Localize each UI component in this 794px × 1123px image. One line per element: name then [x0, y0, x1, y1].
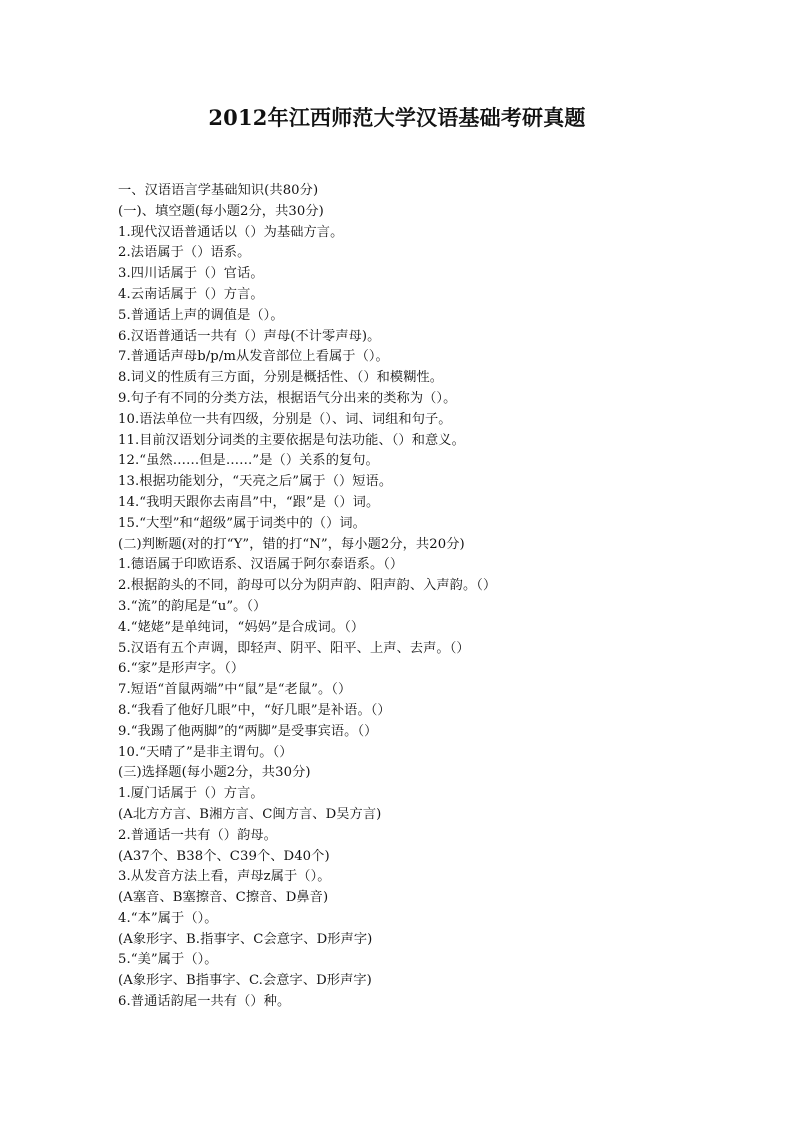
exam-line: 2.普通话一共有（）韵母。 [118, 827, 277, 843]
exam-line: 2.根据韵头的不同，韵母可以分为阴声韵、阳声韵、入声韵。（） [118, 578, 497, 594]
exam-line: 12.“虽然……但是……”是（）关系的复句。 [118, 453, 379, 469]
exam-line: 7.短语“首鼠两端”中“鼠”是“老鼠”。（） [118, 682, 352, 698]
exam-line: 2.法语属于（）语系。 [118, 245, 251, 261]
exam-line: (一)、填空题(每小题2分，共30分) [118, 203, 324, 219]
exam-line: 9.“我踢了他两脚”的“两脚”是受事宾语。（） [118, 723, 378, 739]
exam-line: 1.现代汉语普通话以（）为基础方言。 [118, 224, 344, 240]
exam-line: 5.普通话上声的调值是（）。 [118, 307, 284, 323]
exam-line: 10.语法单位一共有四级，分别是（）、词、词组和句子。 [118, 411, 452, 427]
exam-line: 1.德语属于印欧语系、汉语属于阿尔泰语系。（） [118, 557, 404, 573]
exam-line: 15.“大型”和“超级”属于词类中的（）词。 [118, 515, 366, 531]
exam-line: 9.句子有不同的分类方法，根据语气分出来的类称为（）。 [118, 390, 457, 406]
exam-line: 3.从发音方法上看，声母z属于（）。 [118, 869, 331, 885]
exam-line: 14.“我明天跟你去南昌”中，“跟”是（）词。 [118, 494, 380, 510]
exam-line: (A37个、B38个、C39个、D40个) [118, 848, 330, 864]
exam-line: 1.厦门话属于（）方言。 [118, 786, 264, 802]
exam-line: (A塞音、B塞擦音、C擦音、D鼻音) [118, 890, 329, 906]
exam-line: 7.普通话声母b/p/m从发音部位上看属于（）。 [118, 349, 389, 365]
exam-line: 5.汉语有五个声调，即轻声、阴平、阳平、上声、去声。（） [118, 640, 470, 656]
exam-line: 4.云南话属于（）方言。 [118, 286, 264, 302]
exam-line: 5.“美”属于（）。 [118, 952, 218, 968]
exam-line: 4.“本”属于（）。 [118, 910, 218, 926]
exam-line: 3.四川话属于（）官话。 [118, 266, 264, 282]
exam-line: 6.“家”是形声字。（） [118, 661, 245, 677]
exam-content [118, 181, 718, 1013]
exam-line: (三)选择题(每小题2分，共30分) [118, 765, 311, 781]
exam-line: (A北方方言、B湘方言、C闽方言、D吴方言) [118, 806, 382, 822]
exam-line: 4.“姥姥”是单纯词，“妈妈”是合成词。（） [118, 619, 365, 635]
exam-line: 13.根据功能划分，“天亮之后”属于（）短语。 [118, 474, 393, 490]
exam-line: (二)判断题(对的打“Y”，错的打“N”，每小题2分，共20分) [118, 536, 465, 552]
exam-line: 6.普通话韵尾一共有（）种。 [118, 994, 291, 1010]
exam-line: (A象形字、B指事字、C.会意字、D形声字) [118, 973, 372, 989]
exam-line: 一、汉语语言学基础知识(共80分) [118, 183, 319, 198]
document-title: 2012年江西师范大学汉语基础考研真题 [208, 105, 586, 130]
exam-line: 8.词义的性质有三方面，分别是概括性、（）和模糊性。 [118, 370, 444, 386]
exam-line: 11.目前汉语划分词类的主要依据是句法功能、（）和意义。 [118, 432, 465, 448]
exam-line: 3.“流”的韵尾是“u”。（） [118, 598, 267, 614]
exam-line: 10.“天晴了”是非主谓句。（） [118, 744, 293, 760]
exam-line: 6.汉语普通话一共有（）声母(不计零声母)。 [118, 328, 381, 344]
exam-line: (A象形字、B.指事字、C会意字、D形声字) [118, 931, 373, 947]
exam-line: 8.“我看了他好几眼”中，“好几眼”是补语。（） [118, 702, 391, 718]
